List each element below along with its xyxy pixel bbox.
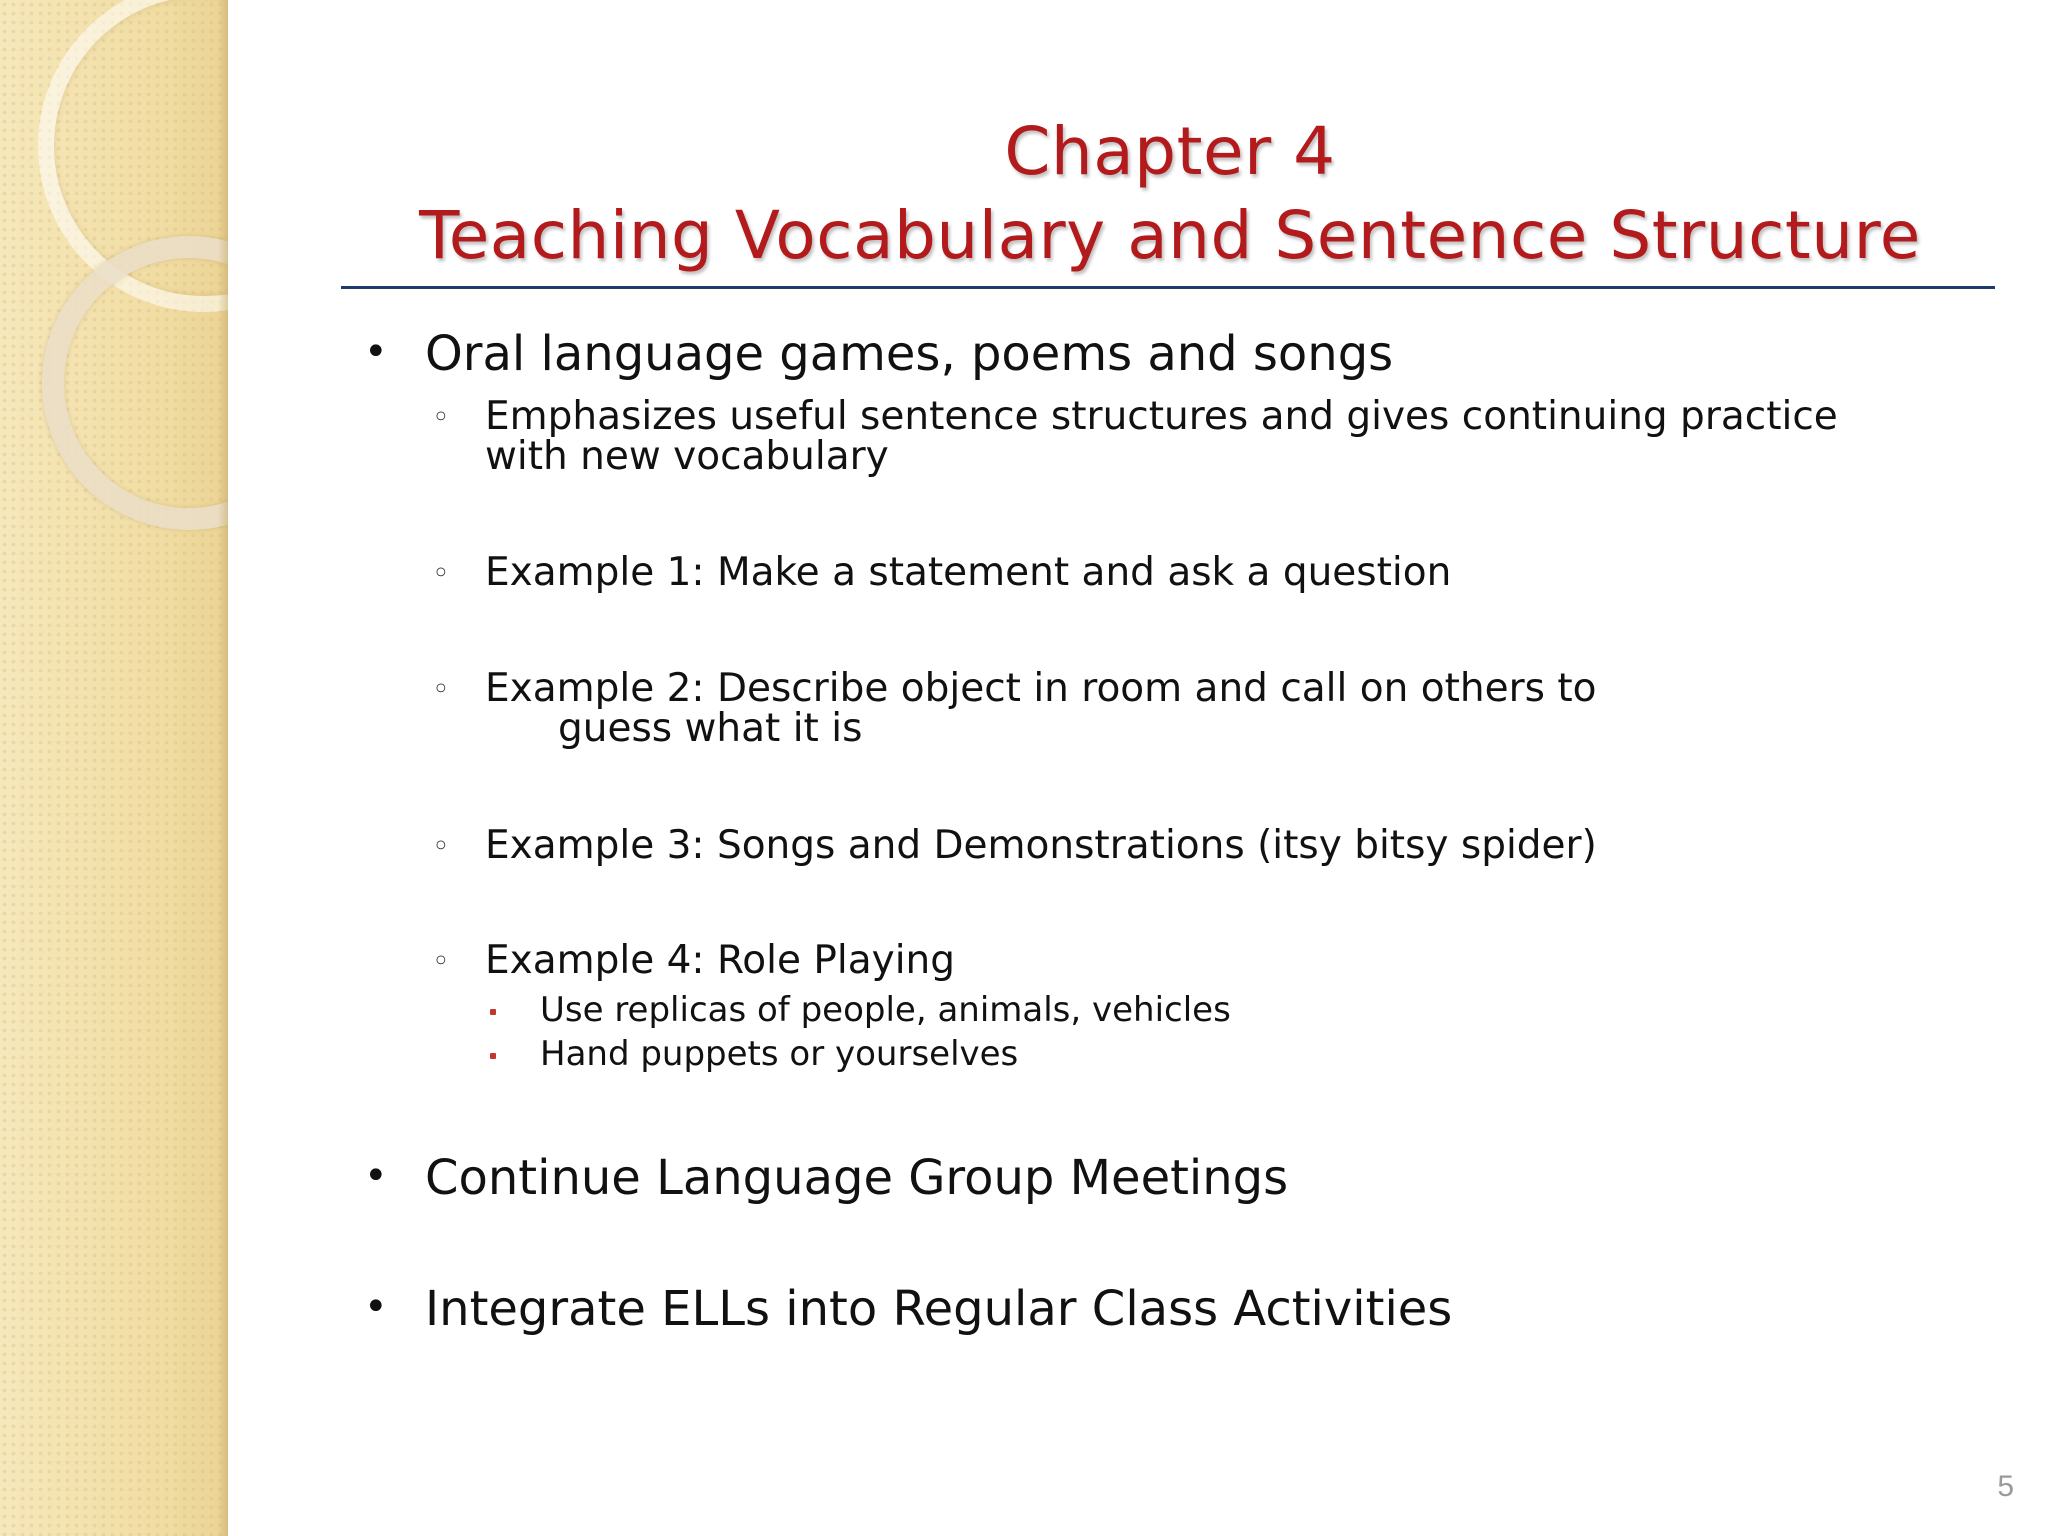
slide-number: 5 (1997, 1470, 2014, 1503)
subsubbullet-puppets: Hand puppets or yourselves (540, 1034, 1019, 1074)
circle-bullet-icon: ◦ (432, 556, 450, 591)
subbullet-example-3: Example 3: Songs and Demonstrations (itsy bitsy spider) (485, 823, 1597, 868)
circle-bullet-icon: ◦ (432, 829, 450, 864)
circle-bullet-icon: ◦ (432, 944, 450, 979)
bullet-dot-icon: • (364, 1284, 388, 1330)
title-underline-rule (341, 286, 1995, 289)
subbullet-example-4: Example 4: Role Playing (485, 938, 956, 983)
slide-title-topic: Teaching Vocabulary and Sentence Structure (419, 197, 1921, 274)
bullet-dot-icon: • (364, 329, 388, 375)
bullet-language-group: Continue Language Group Meetings (425, 1150, 1289, 1206)
decorative-ring-middle (42, 236, 228, 530)
subbullet-example-2-line2: guess what it is (558, 706, 863, 751)
slide-title-chapter: Chapter 4 (1004, 113, 1336, 190)
subbullet-example-1: Example 1: Make a statement and ask a question (485, 550, 1452, 595)
square-bullet-icon (490, 1009, 496, 1015)
circle-bullet-icon: ◦ (432, 672, 450, 707)
subsubbullet-replicas: Use replicas of people, animals, vehicles (540, 990, 1231, 1030)
square-bullet-icon (490, 1053, 496, 1059)
bullet-oral-language: Oral language games, poems and songs (425, 326, 1394, 382)
subbullet-emphasizes-line1: Emphasizes useful sentence structures and gives continuing practice (485, 394, 1838, 439)
bullet-dot-icon: • (364, 1153, 388, 1199)
decorative-side-panel (0, 0, 228, 1536)
subbullet-example-2-line1: Example 2: Describe object in room and call on others to (485, 666, 1597, 711)
bullet-integrate-ells: Integrate ELLs into Regular Class Activities (425, 1281, 1453, 1337)
circle-bullet-icon: ◦ (432, 400, 450, 435)
subbullet-emphasizes-line2: with new vocabulary (485, 434, 889, 479)
